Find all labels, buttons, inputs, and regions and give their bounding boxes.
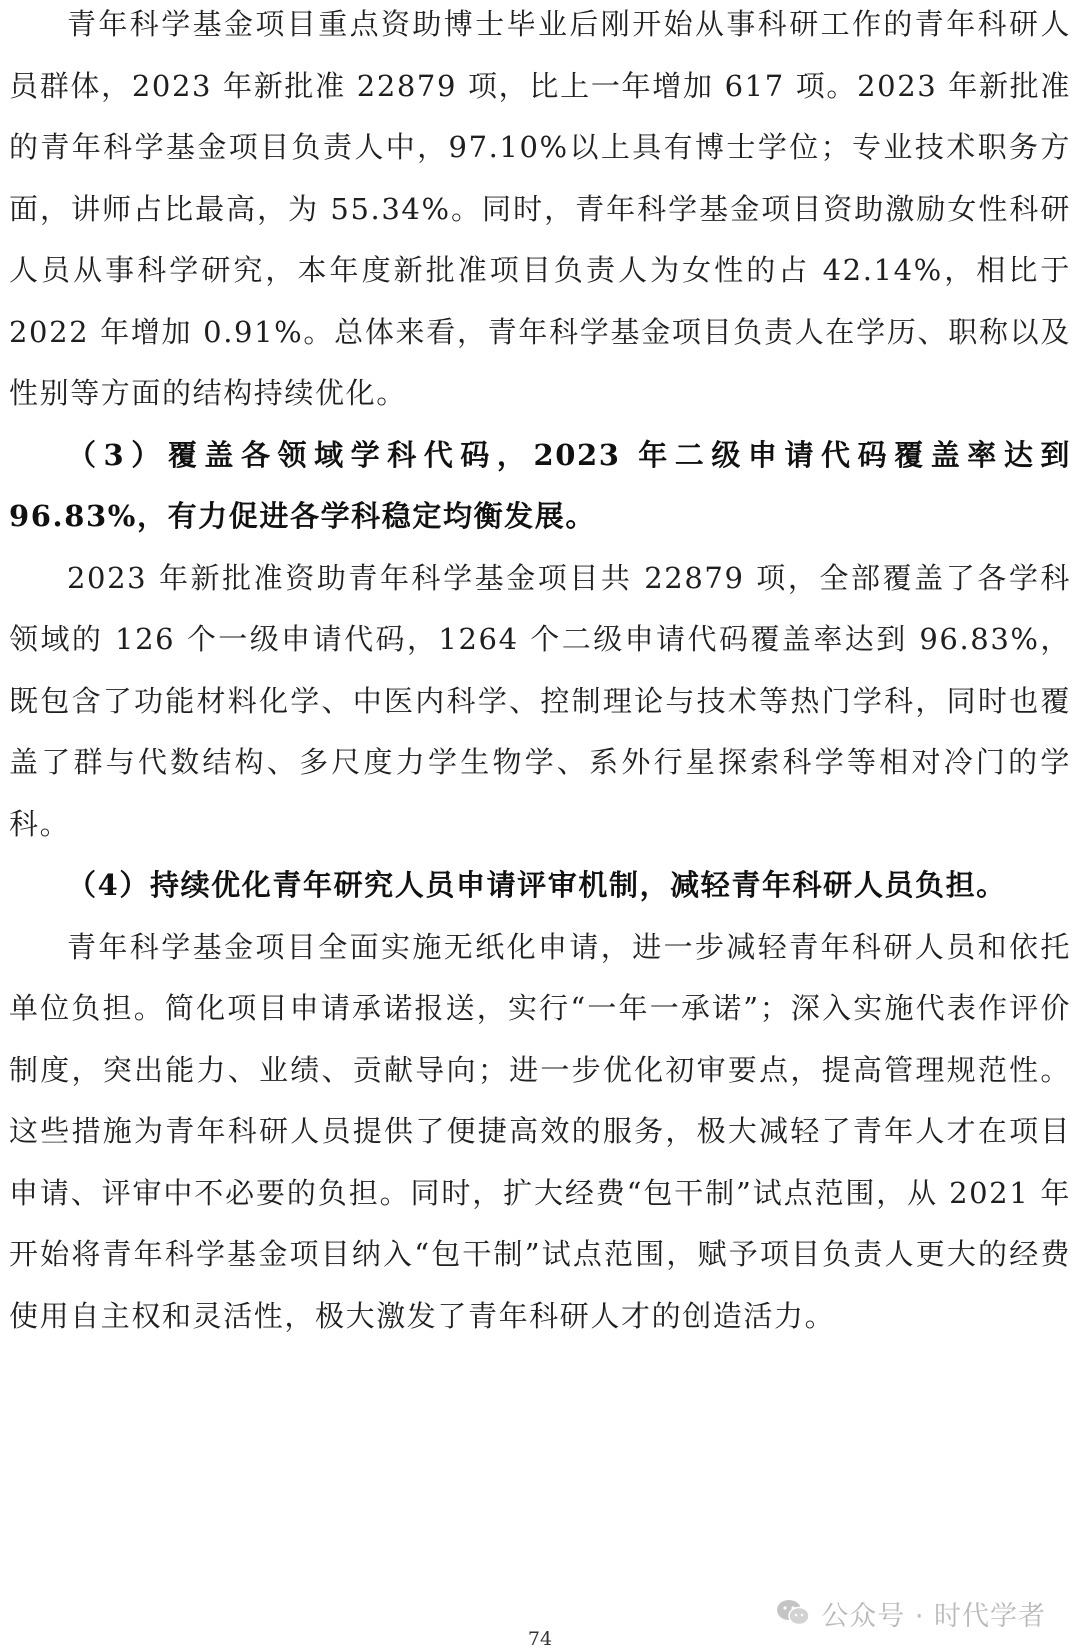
watermark bbox=[775, 1593, 1046, 1633]
section-heading-4: （4）持续优化青年研究人员申请评审机制，减轻青年科研人员负担。 bbox=[67, 868, 1007, 902]
watermark-text: 公众号 · 时代学者 bbox=[821, 1600, 1046, 1632]
paragraph-discipline-coverage: 2023 年新批准资助青年科学基金项目共 22879 项，全部覆盖了各学科领域的 126 个一级申请代码，1264 个二级申请代码覆盖率达到 96.83%，既包含了功能材料化学、中医内科学、控制理论与技术等热门学科，同时也覆盖了群与代数结构、多尺度力学生物学、系外行星探索科学等相对冷门的学科。 bbox=[9, 560, 1071, 841]
wechat-icon bbox=[775, 1598, 811, 1628]
paragraph-youth-fund-overview: 青年科学基金项目重点资助博士毕业后刚开始从事科研工作的青年科研人员群体，2023 年新批准 22879 项，比上一年增加 617 项。2023 年新批准的青年科学基金项目负责人中，97.10%以上具有博士学位；专业技术职务方面，讲师占比最高，为 55.34%。同时，青年科学基金项目资助激励女性科研人员从事科学研究，本年度新批准项目负责人为女性的占 42.14%，相比于 2022 年增加 0.91%。总体来看，青年科学基金项目负责人在学历、职称以及性别等方面的结构持续优化。 bbox=[9, 7, 1071, 410]
paragraph-review-mechanism: 青年科学基金项目全面实施无纸化申请，进一步减轻青年科研人员和依托单位负担。简化项目申请承诺报送，实行“一年一承诺”；深入实施代表作评价制度，突出能力、业绩、贡献导向；进一步优化初审要点，提高管理规范性。这些措施为青年科研人员提供了便捷高效的服务，极大减轻了青年人才在项目申请、评审中不必要的负担。同时，扩大经费“包干制”试点范围，从 2021 年开始将青年科学基金项目纳入“包干制”试点范围，赋予项目负责人更大的经费使用自主权和灵活性，极大激发了青年科研人才的创造活力。 bbox=[9, 929, 1071, 1333]
page-number: 74 bbox=[527, 1628, 553, 1650]
section-heading-3: （3）覆盖各领域学科代码，2023 年二级申请代码覆盖率达到 96.83%，有力促进各学科稳定均衡发展。 bbox=[9, 437, 1071, 533]
page-body bbox=[9, 0, 1071, 1347]
